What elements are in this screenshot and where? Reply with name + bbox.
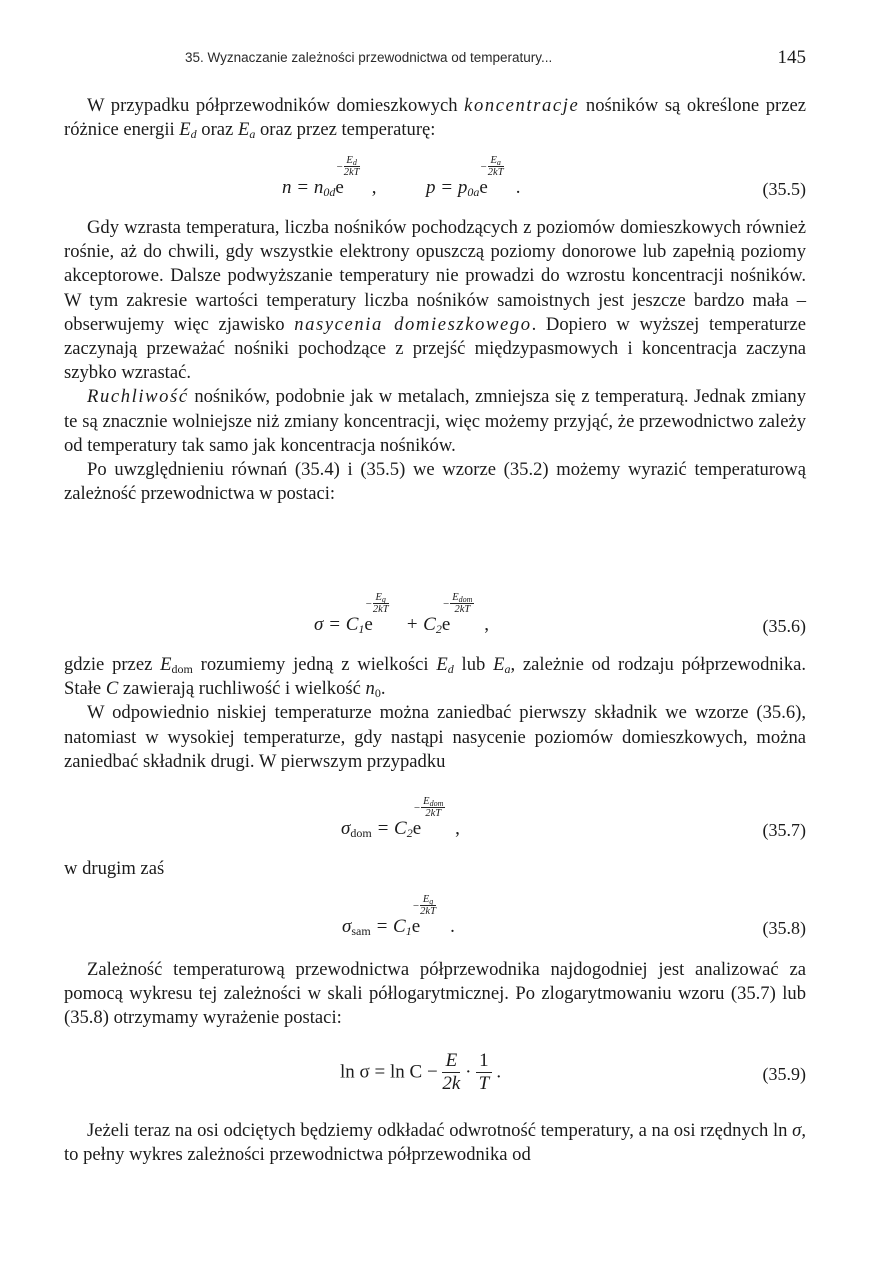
subscript: a: [496, 158, 501, 167]
paragraph-1: [64, 94, 806, 142]
subscript: d: [190, 127, 197, 142]
equation-35-5: [64, 155, 806, 203]
exp-den: 2kT: [487, 167, 504, 178]
euler-e: e: [364, 614, 373, 635]
text-run: , zależnie od rodzaju półprzewodnika. Stałe: [64, 654, 807, 700]
fraction-E-2k: $\frac{E}{2k}$: [442, 1050, 461, 1094]
symbol-Ed: E: [436, 654, 448, 675]
subscript: 2: [435, 622, 442, 636]
symbol-n0: n: [365, 678, 375, 700]
equation-35-9: [64, 1050, 806, 1098]
subscript: 0d: [323, 185, 336, 199]
equation-number: (35.9): [762, 1064, 806, 1084]
subscript: 0: [374, 686, 381, 701]
emphasis-koncentracje: koncentracje: [464, 95, 580, 116]
exp-num: E: [490, 155, 497, 166]
text-run: zawierają ruchliwość i wielkość: [118, 678, 366, 700]
emphasis-ruchliwosc: Ruchliwość: [87, 386, 189, 408]
euler-e: e: [479, 177, 488, 198]
equation-35-8: [64, 894, 806, 940]
text-run: gdzie przez: [64, 654, 161, 675]
text-run: nośników są określone przez różnice energii: [64, 95, 806, 141]
euler-e: e: [411, 916, 421, 937]
subscript: g: [381, 595, 386, 604]
text-run: Jeżeli teraz na osi odciętych będziemy odkładać odwrotność temperatury, a na osi rzędnych ln: [87, 1120, 793, 1141]
euler-e: e: [412, 818, 422, 839]
text-run: Zależność temperaturową przewodnictwa półprzewodnika najdogodniej jest analizować za pomocą wykresu tej zależności w skali półlogarytmicznej. Po zlogarytmowaniu wzoru (35.7) lub (35.8) otrzymamy wyrażenie postaci:: [64, 959, 806, 1029]
subscript: dom: [350, 826, 372, 840]
equation-35-7: [64, 796, 806, 842]
running-title: 35. Wyznaczanie zależności przewodnictwa od temperatury...: [185, 50, 553, 65]
paragraph-2: [64, 216, 806, 506]
symbol-Ea: E: [493, 654, 505, 675]
paragraph-8: [64, 958, 806, 1031]
eq-sigma: σ: [341, 818, 351, 839]
equation-number: (35.6): [762, 616, 806, 636]
subscript: dom: [171, 662, 193, 676]
subscript: 2: [406, 826, 413, 840]
eq-sigma: σ = C: [314, 614, 359, 635]
equation-body: ln σ = ln C − $\frac{E}{2k}$ · $\frac{1}{T}$ .: [340, 1050, 502, 1094]
eq-rhs-C: = C: [370, 916, 406, 937]
equation-35-6: [64, 592, 806, 638]
eq-lhs-p: p = p: [426, 177, 468, 198]
text-run: oraz: [196, 119, 238, 141]
equation-number: (35.7): [762, 820, 806, 840]
text-run: W odpowiednio niskiej temperaturze można zaniedbać pierwszy składnik we wzorze (35.6), natomiast w wysokiej temperaturze, gdy nastąpi nasycenie poziomów domieszkowych, można zaniedbać składnik drugi. W pierwszym przypadku: [64, 702, 806, 772]
subscript: 0a: [467, 185, 480, 199]
subscript: 1: [405, 924, 412, 938]
exp-den: 2kT: [343, 167, 360, 178]
euler-e: e: [441, 614, 451, 635]
text-run: Po uwzględnieniu równań (35.4) i (35.5) we wzorze (35.2) możemy wyrazić temperaturową zależność przewodnictwa w postaci:: [64, 459, 806, 505]
subscript: g: [429, 897, 434, 906]
text-run: W przypadku półprzewodników domieszkowych: [87, 95, 465, 116]
equation-number: (35.5): [762, 179, 806, 199]
text-run: lub: [453, 654, 494, 675]
symbol-Edom: E: [160, 654, 172, 675]
eq-sigma: σ: [342, 916, 352, 937]
equation-body: $\sigma = C_1e$ − $E_g$ 2kT + $C_2e$ − $E_{dom}$ 2kT ,: [314, 592, 489, 636]
symbol-Ea: E: [237, 119, 250, 141]
page-header: [64, 47, 806, 71]
subscript: sam: [351, 924, 371, 938]
exp-num: E: [423, 796, 430, 807]
fraction-1-T: $\frac{1}{T}$: [476, 1050, 492, 1095]
euler-e: e: [335, 177, 344, 198]
equation-body: $\sigma_{sam} = C_1e$ − $E_g$ 2kT .: [342, 894, 455, 938]
eq-lhs-n: n = n: [282, 177, 324, 198]
symbol-Ed: E: [179, 119, 191, 141]
subscript: d: [447, 662, 454, 676]
symbol-C: C: [105, 678, 119, 700]
paragraph-7: [64, 857, 806, 881]
eq-plus-C: + C: [400, 614, 436, 635]
eq-dot: ·: [465, 1061, 472, 1083]
exp-num: E: [452, 592, 459, 603]
equation-body: $n = n_{0d}e$ − $E_d$ 2kT , $p = p_{0a}e$ − $E_a$ 2kT .: [282, 155, 521, 199]
paragraph-5: [64, 653, 806, 774]
text-run: . Dopiero w wyższej temperaturze zaczynają przeważać nośniki pochodzące z przejść międzypasmowych i koncentracja zaczyna szybko wzrastać.: [64, 313, 806, 384]
eq-rhs-C: = C: [371, 818, 407, 839]
text-run: oraz przez temperaturę:: [255, 119, 436, 141]
exp-den: 2kT: [420, 906, 436, 917]
equation-body: $\sigma_{dom} = C_2e$ − $E_{dom}$ 2kT ,: [341, 796, 460, 840]
text-run: , to pełny wykres zależności przewodnictwa półprzewodnika od: [64, 1120, 806, 1166]
subscript: 1: [358, 622, 365, 636]
subscript: a: [504, 662, 511, 676]
exp-num: E: [375, 592, 382, 603]
equation-number: (35.8): [762, 918, 806, 938]
text-run: .: [380, 678, 386, 700]
exp-den: 2kT: [454, 604, 471, 615]
subscript: dom: [429, 799, 444, 808]
subscript: dom: [458, 595, 473, 604]
subscript: a: [249, 127, 256, 142]
exp-den: 2kT: [425, 808, 442, 819]
emphasis-nasycenia: nasycenia domieszkowego: [294, 313, 532, 335]
paragraph-9: [64, 1119, 806, 1167]
text-run: nośników, podobnie jak w metalach, zmniejsza się z temperaturą. Jednak zmiany te są znacznie wolniejsze niż zmiany koncentracji, więc możemy przyjąć, że przewodnictwo zależy od temperatury tak samo jak koncentracja nośników.: [64, 386, 806, 456]
text-run: rozumiemy jedną z wielkości: [192, 654, 437, 675]
text-run: w drugim zaś: [64, 858, 165, 879]
subscript: d: [352, 158, 357, 167]
eq-lhs-ln: ln σ = ln C −: [340, 1061, 438, 1083]
exp-den: 2kT: [372, 604, 389, 615]
symbol-sigma: σ: [792, 1120, 802, 1141]
page-number: 145: [777, 47, 806, 68]
exp-num: E: [346, 155, 353, 166]
exp-num: E: [422, 894, 430, 905]
text-run: Gdy wzrasta temperatura, liczba nośników pochodzących z poziomów domieszkowych również rośnie, aż do chwili, gdy wszystkie elektrony opuszczą poziomy donorowe lub zapełnią poziomy akceptorowe. Dalsze podwyższanie temperatury nie prowadzi do wzrostu koncentracji nośników. W tym zakresie wartości temperatury liczba nośników samoistnych jest jeszcze bardzo mała – obserwujemy więc zjawisko: [64, 217, 806, 335]
